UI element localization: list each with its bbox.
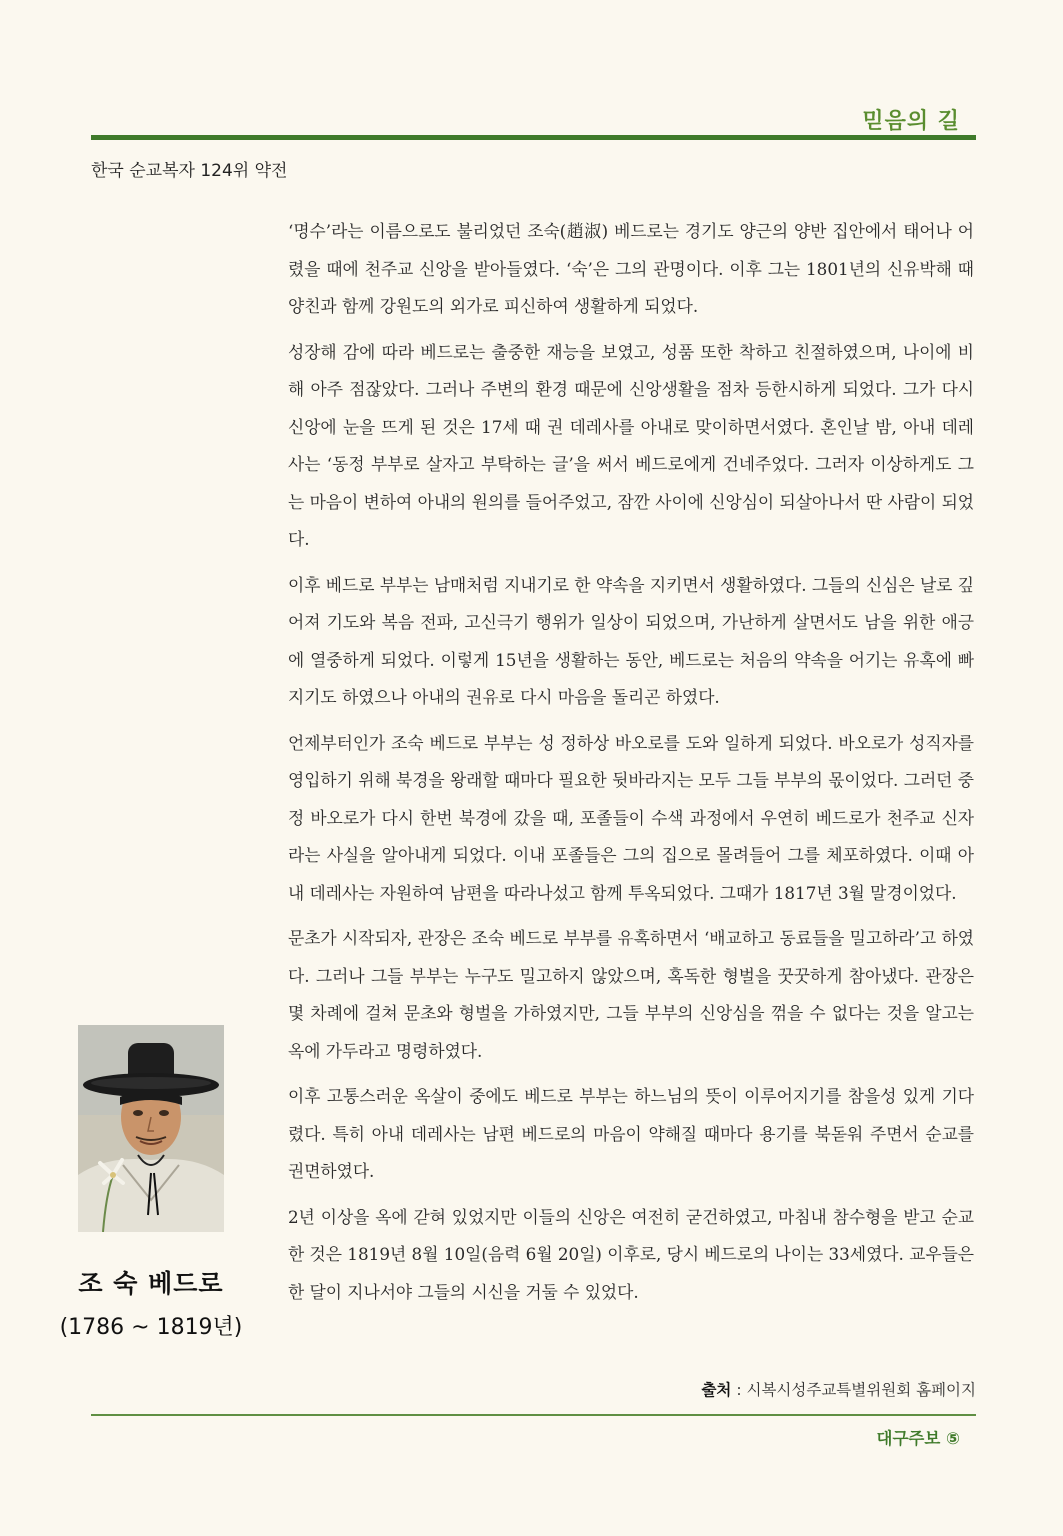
paragraph-7: 2년 이상을 옥에 갇혀 있었지만 이들의 신앙은 여전히 굳건하였고, 마침내 참수형을 받고 순교한 것은 1819년 8월 10일(음력 6월 20일) 이후로, 당시 베드로의 나이는 33세였다. 교우들은 한 달이 지나서야 그들의 시신을 거둘 수 있었다. bbox=[288, 1206, 975, 1302]
source-label: 출처 bbox=[701, 1381, 732, 1399]
paragraph-1: ‘명수’라는 이름으로도 불리었던 조숙(趙淑) 베드로는 경기도 양근의 양반 집안에서 태어나 어렸을 때에 천주교 신앙을 받아들였다. ‘숙’은 그의 관명이다. 이후 그는 1801년의 신유박해 때 양친과 함께 강원도의 외가로 피신하여 생활하게 되었다. bbox=[288, 221, 974, 316]
paragraph-4: 언제부터인가 조숙 베드로 부부는 성 정하상 바오로를 도와 일하게 되었다. 바오로가 성직자를 영입하기 위해 북경을 왕래할 때마다 필요한 뒷바라지는 모두 그들 부부의 몫이었다. 그러던 중 정 바오로가 다시 한번 북경에 갔을 때, 포졸들이 수색 과정에서 우연히 베드로가 천주교 신자라는 사실을 알아내게 되었다. 이내 포졸들은 그의 집으로 몰려들어 그를 체포하였다. 이때 아내 데레사는 자원하여 남편을 따라나섰고 함께 투옥되었다. 그때가 1817년 3월 말경이었다. bbox=[288, 732, 974, 903]
top-divider bbox=[91, 135, 976, 140]
article-body bbox=[288, 213, 974, 1319]
page-subtitle: 한국 순교복자 124위 약전 bbox=[91, 161, 288, 181]
portrait-illustration bbox=[78, 1025, 224, 1232]
paragraph-5: 문초가 시작되자, 관장은 조숙 베드로 부부를 유혹하면서 ‘배교하고 동료들을 밀고하라’고 하였다. 그러나 그들 부부는 누구도 밀고하지 않았으며, 혹독한 형벌을 꿋꿋하게 참아냈다. 관장은 몇 차례에 걸쳐 문초와 형벌을 가하였지만, 그들 부부의 신앙심을 꺾을 수 없다는 것을 알고는 옥에 가두라고 명령하였다. bbox=[288, 928, 974, 1061]
paragraph-6: 이후 고통스러운 옥살이 중에도 베드로 부부는 하느님의 뜻이 이루어지기를 참을성 있게 기다렸다. 특히 아내 데레사는 남편 베드로의 마음이 약해질 때마다 용기를 북돋워 주면서 순교를 권면하였다. bbox=[288, 1086, 974, 1181]
page-footer: 대구주보 ⑤ bbox=[876, 1429, 960, 1448]
bottom-divider bbox=[91, 1414, 976, 1416]
source-credit bbox=[701, 1378, 976, 1400]
paragraph-3: 이후 베드로 부부는 남매처럼 지내기로 한 약속을 지키면서 생활하였다. 그들의 신심은 날로 깊어져 기도와 복음 전파, 고신극기 행위가 일상이 되었으며, 가난하게 살면서도 남을 위한 애긍에 열중하게 되었다. 이렇게 15년을 생활하는 동안, 베드로는 처음의 약속을 어기는 유혹에 빠지기도 하였으나 아내의 권유로 다시 마음을 돌리곤 하였다. bbox=[288, 574, 974, 707]
paragraph-2: 성장해 감에 따라 베드로는 출중한 재능을 보였고, 성품 또한 착하고 친절하였으며, 나이에 비해 아주 점잖았다. 그러나 주변의 환경 때문에 신앙생활을 점차 등한시하게 되었다. 그가 다시 신앙에 눈을 뜨게 된 것은 17세 때 권 데레사를 아내로 맞이하면서였다. 혼인날 밤, 아내 데레사는 ‘동정 부부로 살자고 부탁하는 글’을 써서 베드로에게 건네주었다. 그러자 이상하게도 그는 마음이 변하여 아내의 원의를 들어주었고, 잠깐 사이에 신앙심이 되살아나서 딴 사람이 되었다. bbox=[288, 341, 974, 549]
source-text: 시복시성주교특별위원회 홈페이지 bbox=[746, 1381, 976, 1399]
person-name: 조 숙 베드로 bbox=[78, 1269, 224, 1298]
section-label: 믿음의 길 bbox=[862, 109, 960, 134]
source-separator: : bbox=[731, 1381, 747, 1399]
portrait-painting bbox=[78, 1025, 224, 1232]
person-years: (1786 ~ 1819년) bbox=[59, 1315, 243, 1340]
